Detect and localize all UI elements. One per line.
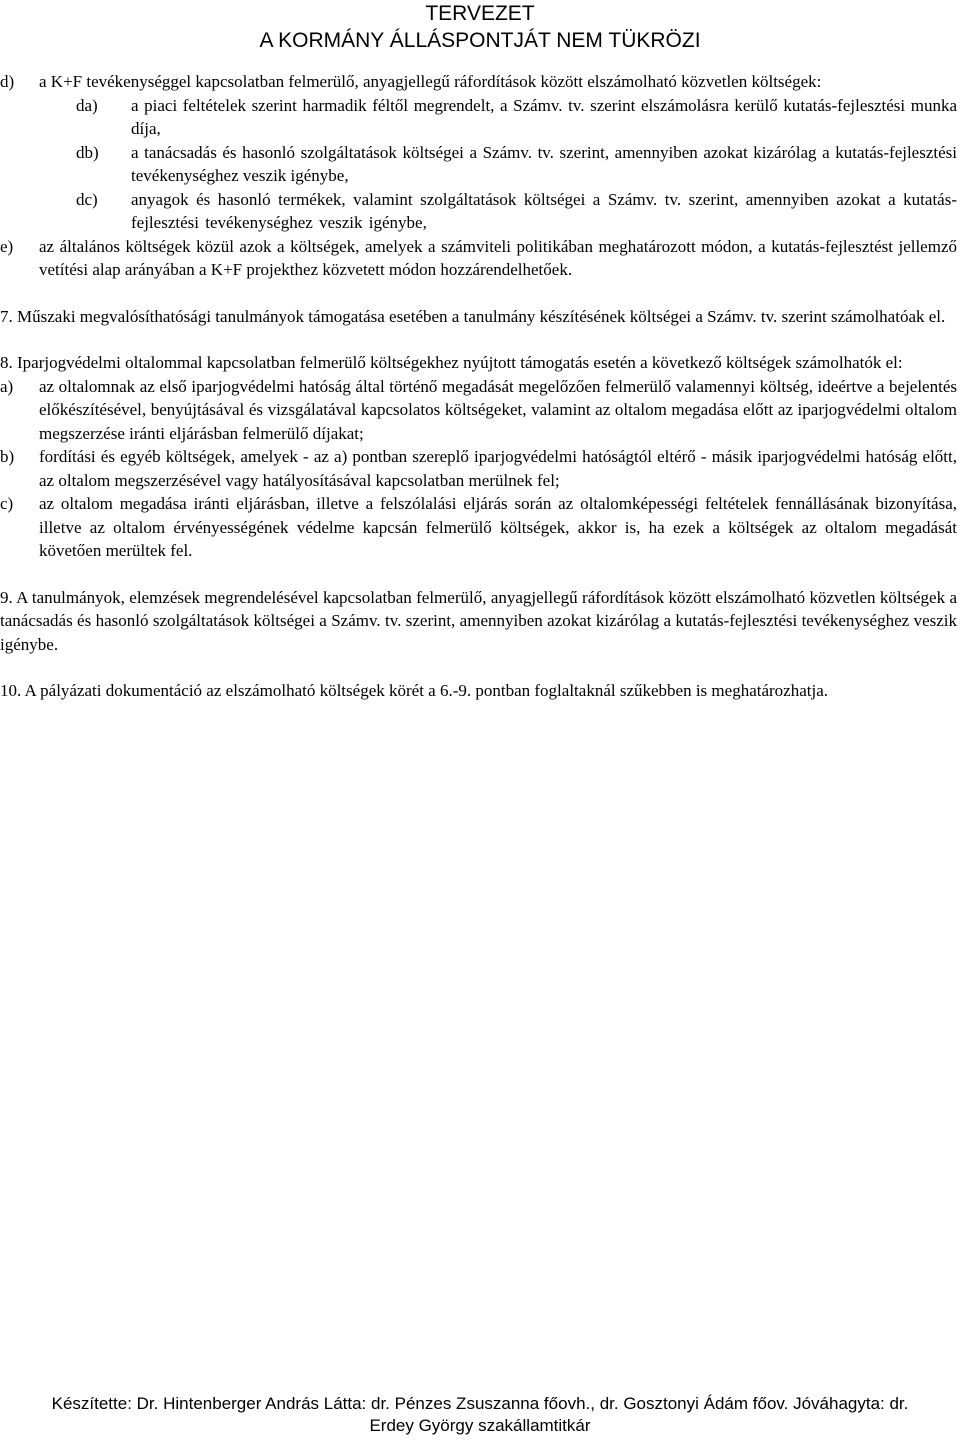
point-8-item-b-label: b) [0,447,15,466]
point-8-item-c-text: az oltalom megadása iránti eljárásban, illetve a felszólalási eljárás során az oltalomképességi feltételek fennállásának bizonyítása, illetve az oltalom érvényességének védelme kapcsán felmerülő költségek, akkor is, ha ezek a költségek az oltalom megadását követően merültek fel. [39,494,957,560]
item-db [0,141,957,188]
footer-line-2: Erdey György szakállamtitkár [369,1416,591,1435]
item-dc-text: anyagok és hasonló termékek, valamint szolgáltatások költségei a Számv. tv. szerint, amennyiben azokat a kutatás-fejlesztési tevékenységhez veszik igénybe, [131,189,957,232]
point-9: 9. A tanulmányok, elemzések megrendelésével kapcsolatban felmerülő, anyagjellegű ráfordítások között elszámolható közvetlen költségek a tanácsadás és hasonló szolgáltatások költségei a Számv. tv. szerint, amennyiben azokat kizárólag a kutatás-fejlesztési tevékenységhez veszik igénybe. [0,587,957,654]
point-10: 10. A pályázati dokumentáció az elszámolható költségek körét a 6.-9. pontban foglaltaknál szűkebben is meghatározhatja. [0,681,829,700]
item-dc-label: dc) [76,189,98,209]
point-8-item-a [0,375,957,446]
point-8-item-c-label: c) [0,494,14,513]
point-8-item-b [0,445,957,492]
item-dc [0,188,957,235]
point-8-item-c [0,492,957,563]
draft-title: TERVEZET [425,2,535,25]
point-8-item-a-label: a) [0,376,14,396]
document-header [0,0,960,54]
section-d-label: d) [0,72,15,91]
item-da-text: a piaci feltételek szerint harmadik féltől megrendelt, a Számv. tv. szerint elszámolásra kerülő kutatás-fejlesztési munka díja, [131,95,957,138]
item-da [0,94,957,141]
section-d-text: a K+F tevékenységgel kapcsolatban felmerülő, anyagjellegű ráfordítások között elszámolható közvetlen költségek: [39,72,822,91]
document-body [0,70,957,703]
draft-disclaimer: A KORMÁNY ÁLLÁSPONTJÁT NEM TÜKRÖZI [259,29,701,52]
footer-line-1: Készítette: Dr. Hintenberger András Látta: dr. Pénzes Zsuszanna főovh., dr. Gosztonyi Ádám főov. Jóváhagyta: dr. [51,1394,909,1413]
section-d [0,70,957,94]
point-8-item-b-text: fordítási és egyéb költségek, amelyek - az a) pontban szereplő iparjogvédelmi hatóságtól eltérő - másik iparjogvédelmi hatóság előtt, az oltalom megszerzésével vagy hatályosításával kapcsolatban merülnek fel; [39,447,957,490]
point-8-item-a-text: az oltalomnak az első iparjogvédelmi hatóság által történő megadását megelőzően felmerülő valamennyi költség, ideértve a bejelentés előkészítésével, benyújtásával és vizsgálatával kapcsolatos költségeket, valamint az oltalom megadása előtt az iparjogvédelmi oltalom megszerzése iránti eljárásban felmerülő díjakat; [39,376,957,443]
item-db-text: a tanácsadás és hasonló szolgáltatások költségei a Számv. tv. szerint, amennyiben azokat kizárólag a kutatás-fejlesztési tevékenységhez veszik igénybe, [131,142,957,185]
section-e-label: e) [0,236,14,256]
section-e-text: az általános költségek közül azok a költségek, amelyek a számviteli politikában meghatározott módon, a kutatás-fejlesztést jellemző vetítési alap arányában a K+F projekthez közvetett módon hozzárendelhetőek. [39,236,957,279]
section-e [0,235,957,282]
item-db-label: db) [76,142,99,162]
item-da-label: da) [76,95,98,115]
point-8-intro: 8. Iparjogvédelmi oltalommal kapcsolatban felmerülő költségekhez nyújtott támogatás esetén a következő költségek számolhatók el: [0,353,903,372]
document-footer [0,1393,960,1437]
point-7: 7. Műszaki megvalósíthatósági tanulmányok támogatása esetében a tanulmány készítésének költségei a Számv. tv. szerint számolhatóak el. [0,306,946,326]
